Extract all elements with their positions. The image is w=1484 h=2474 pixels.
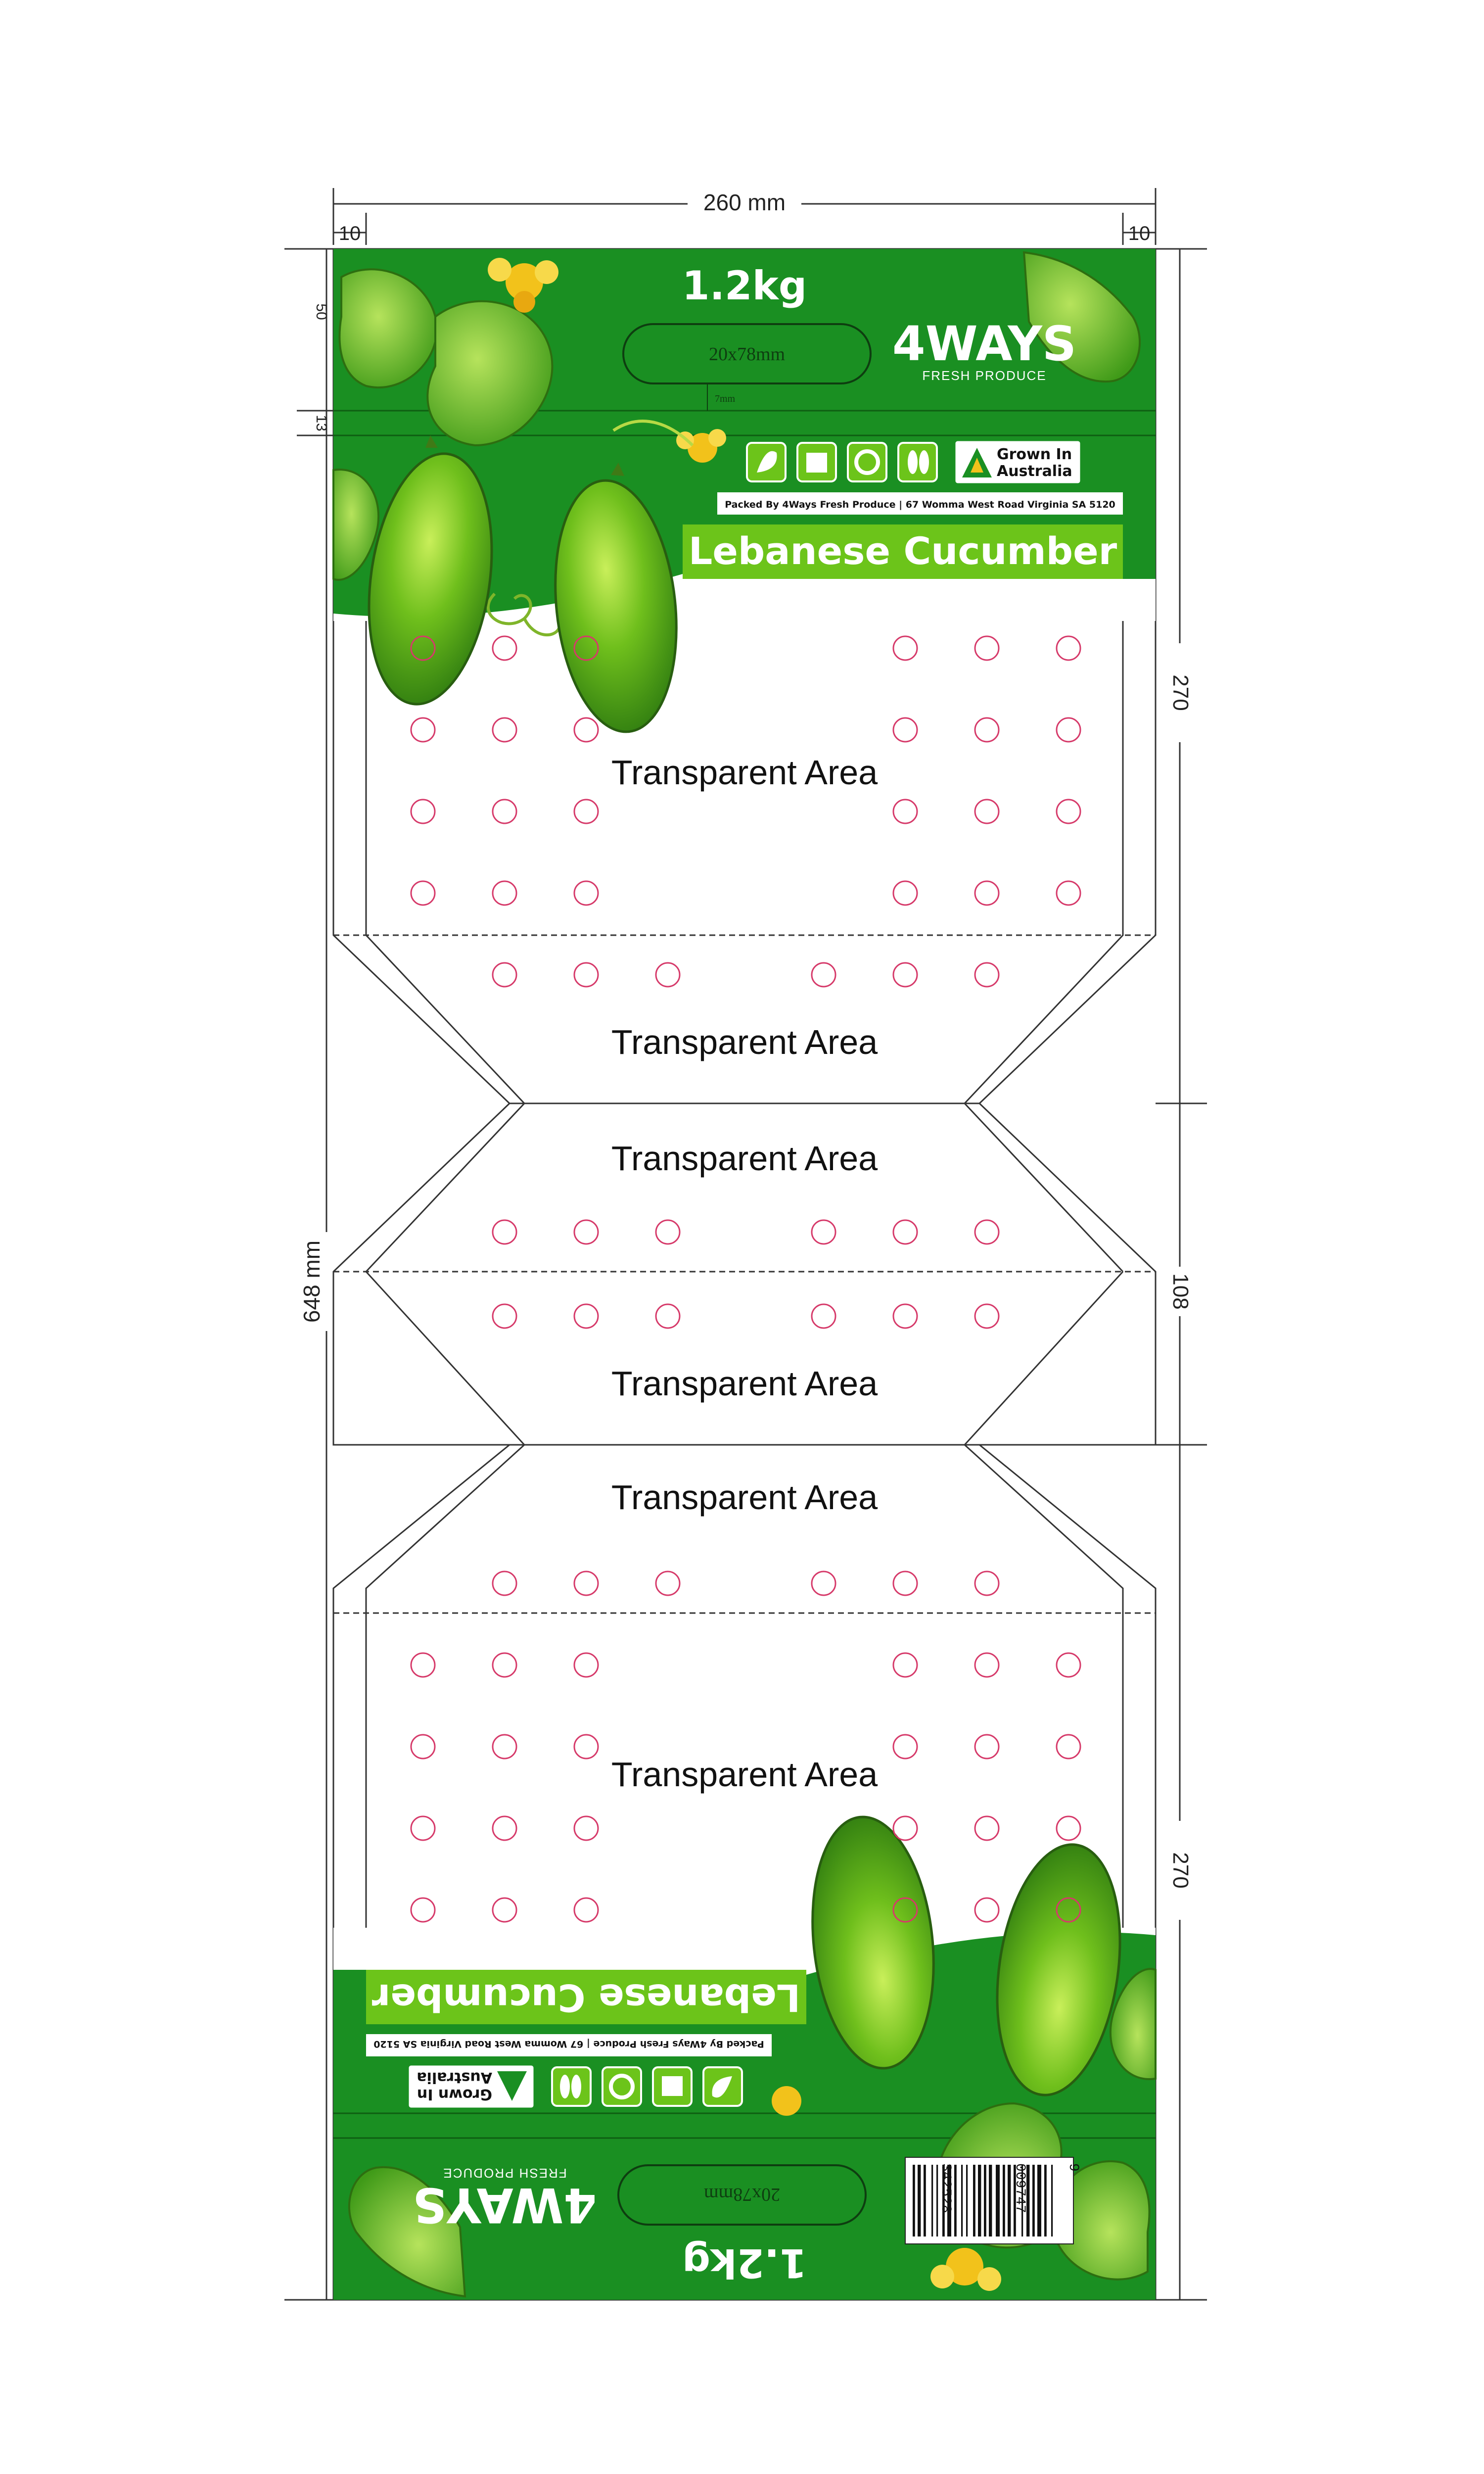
- height-label: 648 mm: [299, 1240, 325, 1323]
- vent-hole: [411, 1898, 435, 1922]
- vent-hole: [493, 1304, 516, 1328]
- vent-hole: [975, 800, 999, 823]
- ventilation-holes: [411, 636, 1080, 1922]
- back-weight: 1.2kg: [682, 2240, 807, 2286]
- barcode-bar: [978, 2165, 981, 2236]
- barcode-digit-0: 9: [1066, 2163, 1081, 2172]
- vent-hole: [493, 1571, 516, 1595]
- back-grown-line1: Grown In: [417, 2086, 492, 2103]
- barcode-bar: [931, 2165, 933, 2236]
- front-hang-gap: 7mm: [715, 393, 736, 404]
- vent-hole: [411, 1735, 435, 1759]
- vent-hole: [975, 1571, 999, 1595]
- front-weight: 1.2kg: [682, 263, 807, 309]
- vent-hole: [893, 1304, 917, 1328]
- vent-hole: [411, 718, 435, 742]
- header-height-label: 50: [313, 303, 329, 320]
- vent-hole: [493, 718, 516, 742]
- vent-hole: [812, 1220, 835, 1244]
- barcode-bar: [913, 2165, 915, 2236]
- barcode-bar: [918, 2165, 921, 2236]
- vent-hole: [574, 963, 598, 987]
- recycle-icon: [603, 2067, 641, 2106]
- barcode-bar: [966, 2165, 968, 2236]
- vent-hole: [975, 1816, 999, 1840]
- vent-hole: [493, 1898, 516, 1922]
- vent-hole: [656, 1571, 680, 1595]
- front-grown-line2: Australia: [997, 463, 1072, 480]
- vent-hole: [574, 718, 598, 742]
- vent-hole: [975, 636, 999, 660]
- strip-height-label: 13: [313, 415, 329, 431]
- back-product-name: Lebanese Cucumber: [371, 1976, 801, 2020]
- barcode-bar: [1051, 2165, 1053, 2236]
- vent-hole: [411, 1653, 435, 1677]
- vent-hole: [812, 1571, 835, 1595]
- recycle-icon: [848, 443, 886, 481]
- back-grown-badge: [408, 2065, 534, 2108]
- vent-hole: [656, 1304, 680, 1328]
- transparent-area-label: Transparent Area: [611, 1364, 878, 1403]
- back-grown-line2: Australia: [417, 2069, 492, 2086]
- vent-hole: [1057, 718, 1080, 742]
- vent-hole: [493, 800, 516, 823]
- barcode-bar: [1037, 2165, 1041, 2236]
- transparent-area-label: Transparent Area: [611, 753, 878, 792]
- front-brand-logo: 4WAYS: [892, 316, 1077, 372]
- barcode-bar: [996, 2165, 1000, 2236]
- vent-hole: [493, 1816, 516, 1840]
- vent-hole: [411, 1816, 435, 1840]
- vent-hole: [893, 1735, 917, 1759]
- barcode-digit-1: 342528: [938, 2163, 953, 2213]
- vent-hole: [812, 963, 835, 987]
- vent-hole: [975, 1220, 999, 1244]
- front-product-name: Lebanese Cucumber: [688, 529, 1117, 573]
- vent-hole: [574, 1304, 598, 1328]
- front-grown-badge: [955, 440, 1081, 484]
- vent-hole: [893, 1653, 917, 1677]
- vent-hole: [893, 800, 917, 823]
- vent-hole: [1057, 1735, 1080, 1759]
- transparent-area-labels: [611, 753, 878, 1794]
- barcode-bar: [973, 2165, 975, 2236]
- vent-hole: [975, 718, 999, 742]
- barcode-bar: [1008, 2165, 1011, 2236]
- transparent-area-label: Transparent Area: [611, 1139, 878, 1178]
- vent-hole: [975, 1735, 999, 1759]
- back-brand-sub: FRESH PRODUCE: [442, 2166, 567, 2181]
- front-panel-label: 270: [1168, 674, 1193, 711]
- vent-hole: [493, 881, 516, 905]
- back-panel-label: 270: [1168, 1852, 1193, 1889]
- vent-hole: [493, 1220, 516, 1244]
- barcode-bar: [924, 2165, 926, 2236]
- vent-hole: [493, 636, 516, 660]
- back-hang-hole-label: 20x78mm: [703, 2184, 781, 2205]
- barcode-bar: [984, 2165, 986, 2236]
- vent-hole: [493, 1653, 516, 1677]
- front-grown-line1: Grown In: [997, 446, 1072, 463]
- vent-hole: [893, 1220, 917, 1244]
- barcode-bar: [1003, 2165, 1005, 2236]
- vent-hole: [1057, 636, 1080, 660]
- transparent-area-label: Transparent Area: [611, 1478, 878, 1517]
- vent-hole: [656, 963, 680, 987]
- vent-hole: [1057, 881, 1080, 905]
- vent-hole: [656, 1220, 680, 1244]
- vent-hole: [975, 1653, 999, 1677]
- right-margin-label: 10: [1128, 223, 1151, 244]
- back-brand-logo: 4WAYS: [412, 2177, 597, 2233]
- barcode-digit-2: 009747: [1012, 2163, 1027, 2213]
- transparent-area-label: Transparent Area: [611, 1023, 878, 1061]
- vent-hole: [975, 963, 999, 987]
- barcode-bar: [936, 2165, 938, 2236]
- vent-hole: [893, 636, 917, 660]
- vent-hole: [1057, 1653, 1080, 1677]
- vent-hole: [574, 1735, 598, 1759]
- vent-hole: [574, 881, 598, 905]
- vent-hole: [574, 1220, 598, 1244]
- vent-hole: [975, 881, 999, 905]
- vent-hole: [893, 881, 917, 905]
- transparent-area-label: Transparent Area: [611, 1755, 878, 1794]
- front-print-area: [333, 249, 1156, 738]
- vent-hole: [493, 963, 516, 987]
- vent-hole: [893, 963, 917, 987]
- barcode: [905, 2157, 1081, 2244]
- vent-hole: [574, 800, 598, 823]
- vent-hole: [411, 800, 435, 823]
- vent-hole: [574, 1898, 598, 1922]
- barcode-bar: [961, 2165, 963, 2236]
- vent-hole: [893, 718, 917, 742]
- left-margin-label: 10: [338, 223, 361, 244]
- vent-hole: [411, 881, 435, 905]
- vent-hole: [1057, 1816, 1080, 1840]
- back-packed-by: Packed By 4Ways Fresh Produce | 67 Womma West Road Virginia SA 5120: [373, 2039, 764, 2049]
- vent-hole: [1057, 800, 1080, 823]
- front-brand-sub: FRESH PRODUCE: [922, 368, 1047, 383]
- vent-hole: [975, 1898, 999, 1922]
- barcode-bar: [1032, 2165, 1035, 2236]
- gusset-panel-label: 108: [1168, 1273, 1193, 1310]
- front-packed-by: Packed By 4Ways Fresh Produce | 67 Womma West Road Virginia SA 5120: [725, 499, 1115, 510]
- barcode-bar: [954, 2165, 957, 2236]
- vent-hole: [574, 1816, 598, 1840]
- vent-hole: [574, 1653, 598, 1677]
- width-label: 260 mm: [703, 190, 786, 215]
- vent-hole: [893, 1816, 917, 1840]
- barcode-bar: [989, 2165, 992, 2236]
- vent-hole: [975, 1304, 999, 1328]
- barcode-bar: [1044, 2165, 1047, 2236]
- vent-hole: [493, 1735, 516, 1759]
- vent-hole: [812, 1304, 835, 1328]
- vent-hole: [574, 1571, 598, 1595]
- vent-hole: [893, 1571, 917, 1595]
- front-hang-hole-label: 20x78mm: [708, 344, 786, 365]
